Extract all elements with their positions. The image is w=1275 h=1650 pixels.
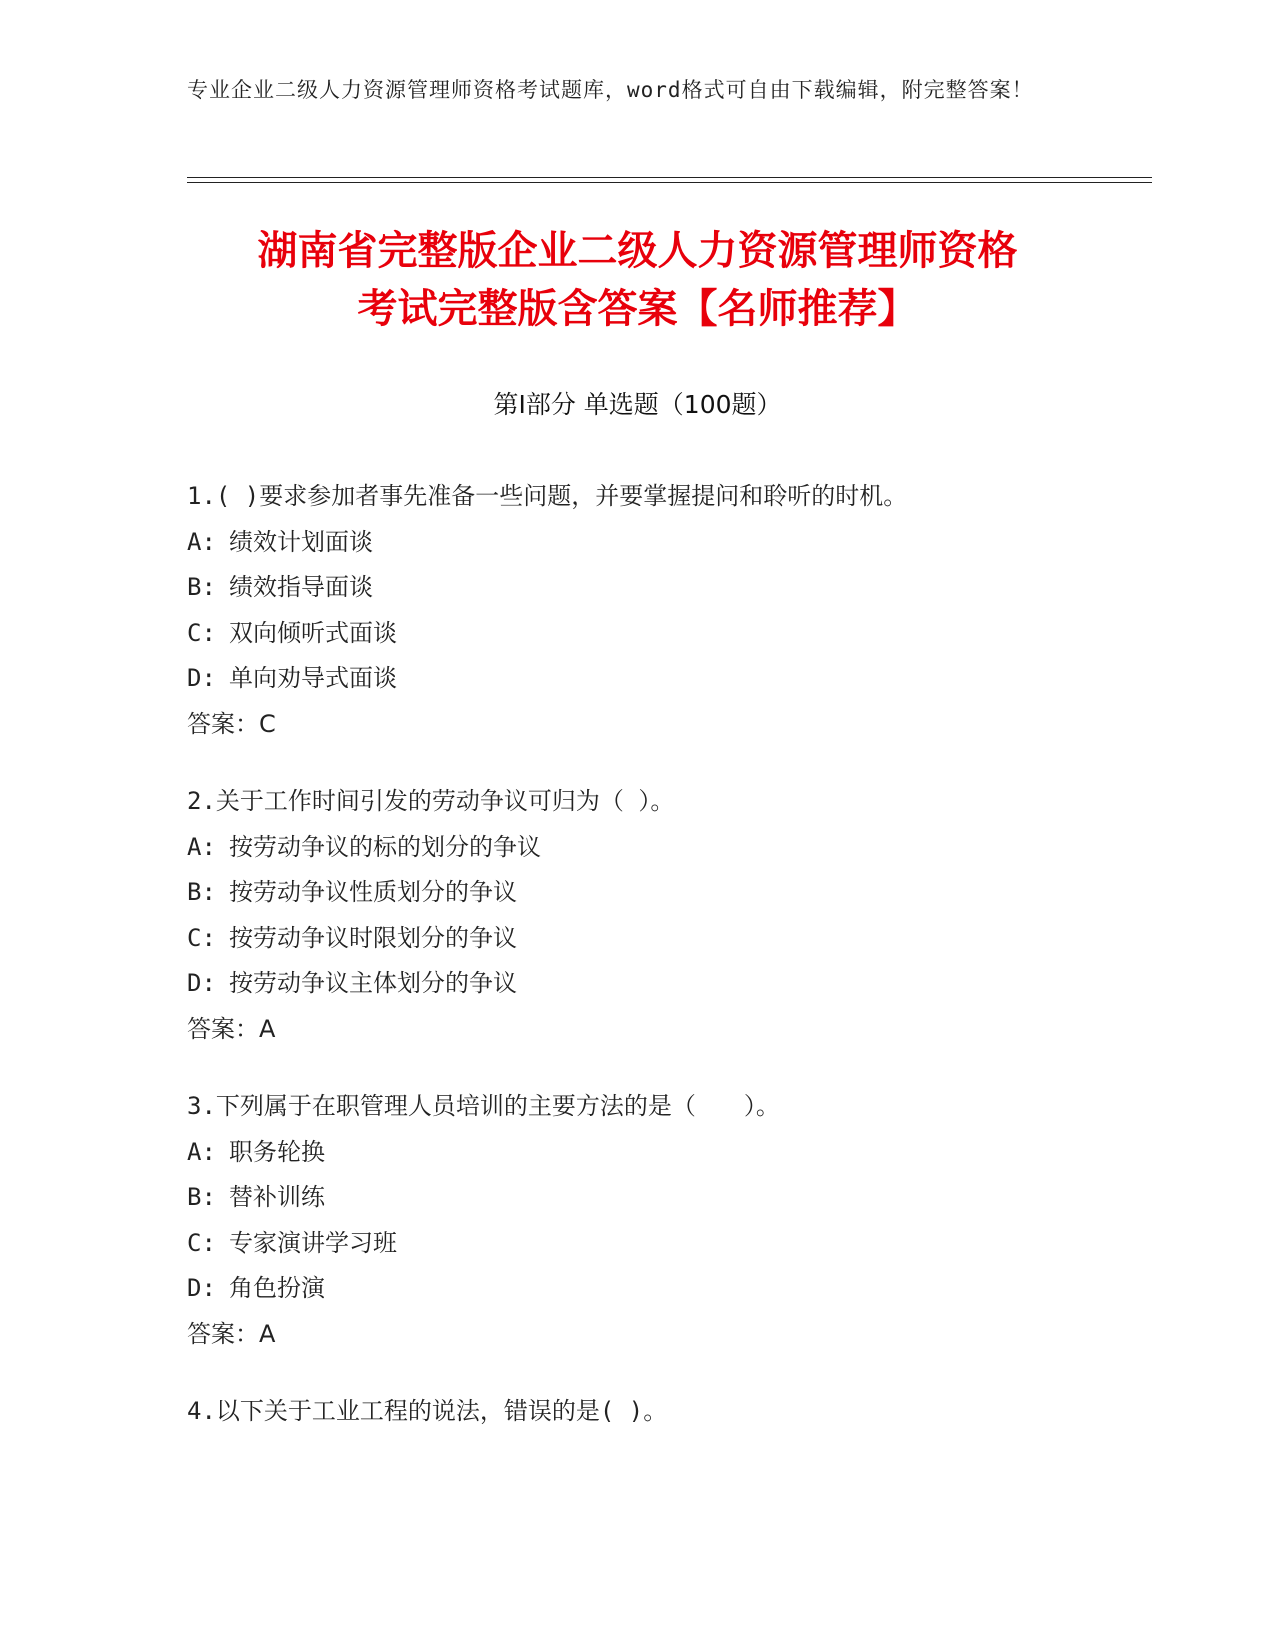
header-divider-bottom [187,182,1152,183]
question-stem: 4.以下关于工业工程的说法，错误的是( )。 [187,1397,668,1425]
option-c [187,611,1147,657]
option-letter: D: [187,969,216,997]
option-d [187,961,1147,1007]
header-note: 专业企业二级人力资源管理师资格考试题库，word格式可自由下载编辑，附完整答案！ [187,78,1034,102]
option-letter: D: [187,1274,216,1302]
answer-line: 答案：A [187,1319,276,1348]
option-text: 按劳动争议时限划分的争议 [229,923,517,952]
option-letter: B: [187,1183,216,1211]
option-text: 按劳动争议的标的划分的争议 [229,832,541,861]
question-1 [187,474,1147,747]
option-letter: A: [187,527,216,556]
option-text: 职务轮换 [229,1137,325,1166]
option-c [187,1221,1147,1267]
question-stem: 3.下列属于在职管理人员培训的主要方法的是（ ）。 [187,1092,780,1120]
option-letter: A: [187,832,216,861]
option-text: 绩效指导面谈 [229,573,373,601]
option-b [187,870,1147,916]
header-divider-top [187,177,1152,178]
option-text: 绩效计划面谈 [229,527,373,556]
option-a [187,1130,1147,1176]
option-text: 按劳动争议主体划分的争议 [229,969,517,997]
document-title-line-1: 湖南省完整版企业二级人力资源管理师资格 [257,228,1018,274]
option-letter: C: [187,1228,216,1257]
option-text: 替补训练 [229,1183,325,1211]
option-c [187,916,1147,962]
option-d [187,656,1147,702]
document-title-line-2: 考试完整版含答案【名师推荐】 [357,286,918,332]
answer-line: 答案：C [187,709,276,738]
question-3 [187,1084,1147,1357]
section-heading: 第Ⅰ部分 单选题（100题） [493,390,782,419]
option-letter: B: [187,878,216,906]
question-2 [187,779,1147,1052]
option-b [187,1175,1147,1221]
option-letter: B: [187,573,216,601]
option-letter: C: [187,923,216,952]
option-text: 角色扮演 [229,1274,325,1302]
option-d [187,1266,1147,1312]
question-4 [187,1389,1147,1435]
option-b [187,565,1147,611]
question-stem: 1.( )要求参加者事先准备一些问题，并要掌握提问和聆听的时机。 [187,482,908,510]
option-a [187,825,1147,871]
option-letter: A: [187,1137,216,1166]
option-letter: C: [187,618,216,647]
answer-line: 答案：A [187,1014,276,1043]
option-letter: D: [187,664,216,692]
option-text: 双向倾听式面谈 [229,618,397,647]
question-stem: 2.关于工作时间引发的劳动争议可归为（ ）。 [187,787,675,815]
option-text: 按劳动争议性质划分的争议 [229,878,517,906]
question-list [187,474,1147,1467]
document-title [150,222,1125,338]
option-text: 专家演讲学习班 [229,1228,397,1257]
option-a [187,520,1147,566]
option-text: 单向劝导式面谈 [229,664,397,692]
